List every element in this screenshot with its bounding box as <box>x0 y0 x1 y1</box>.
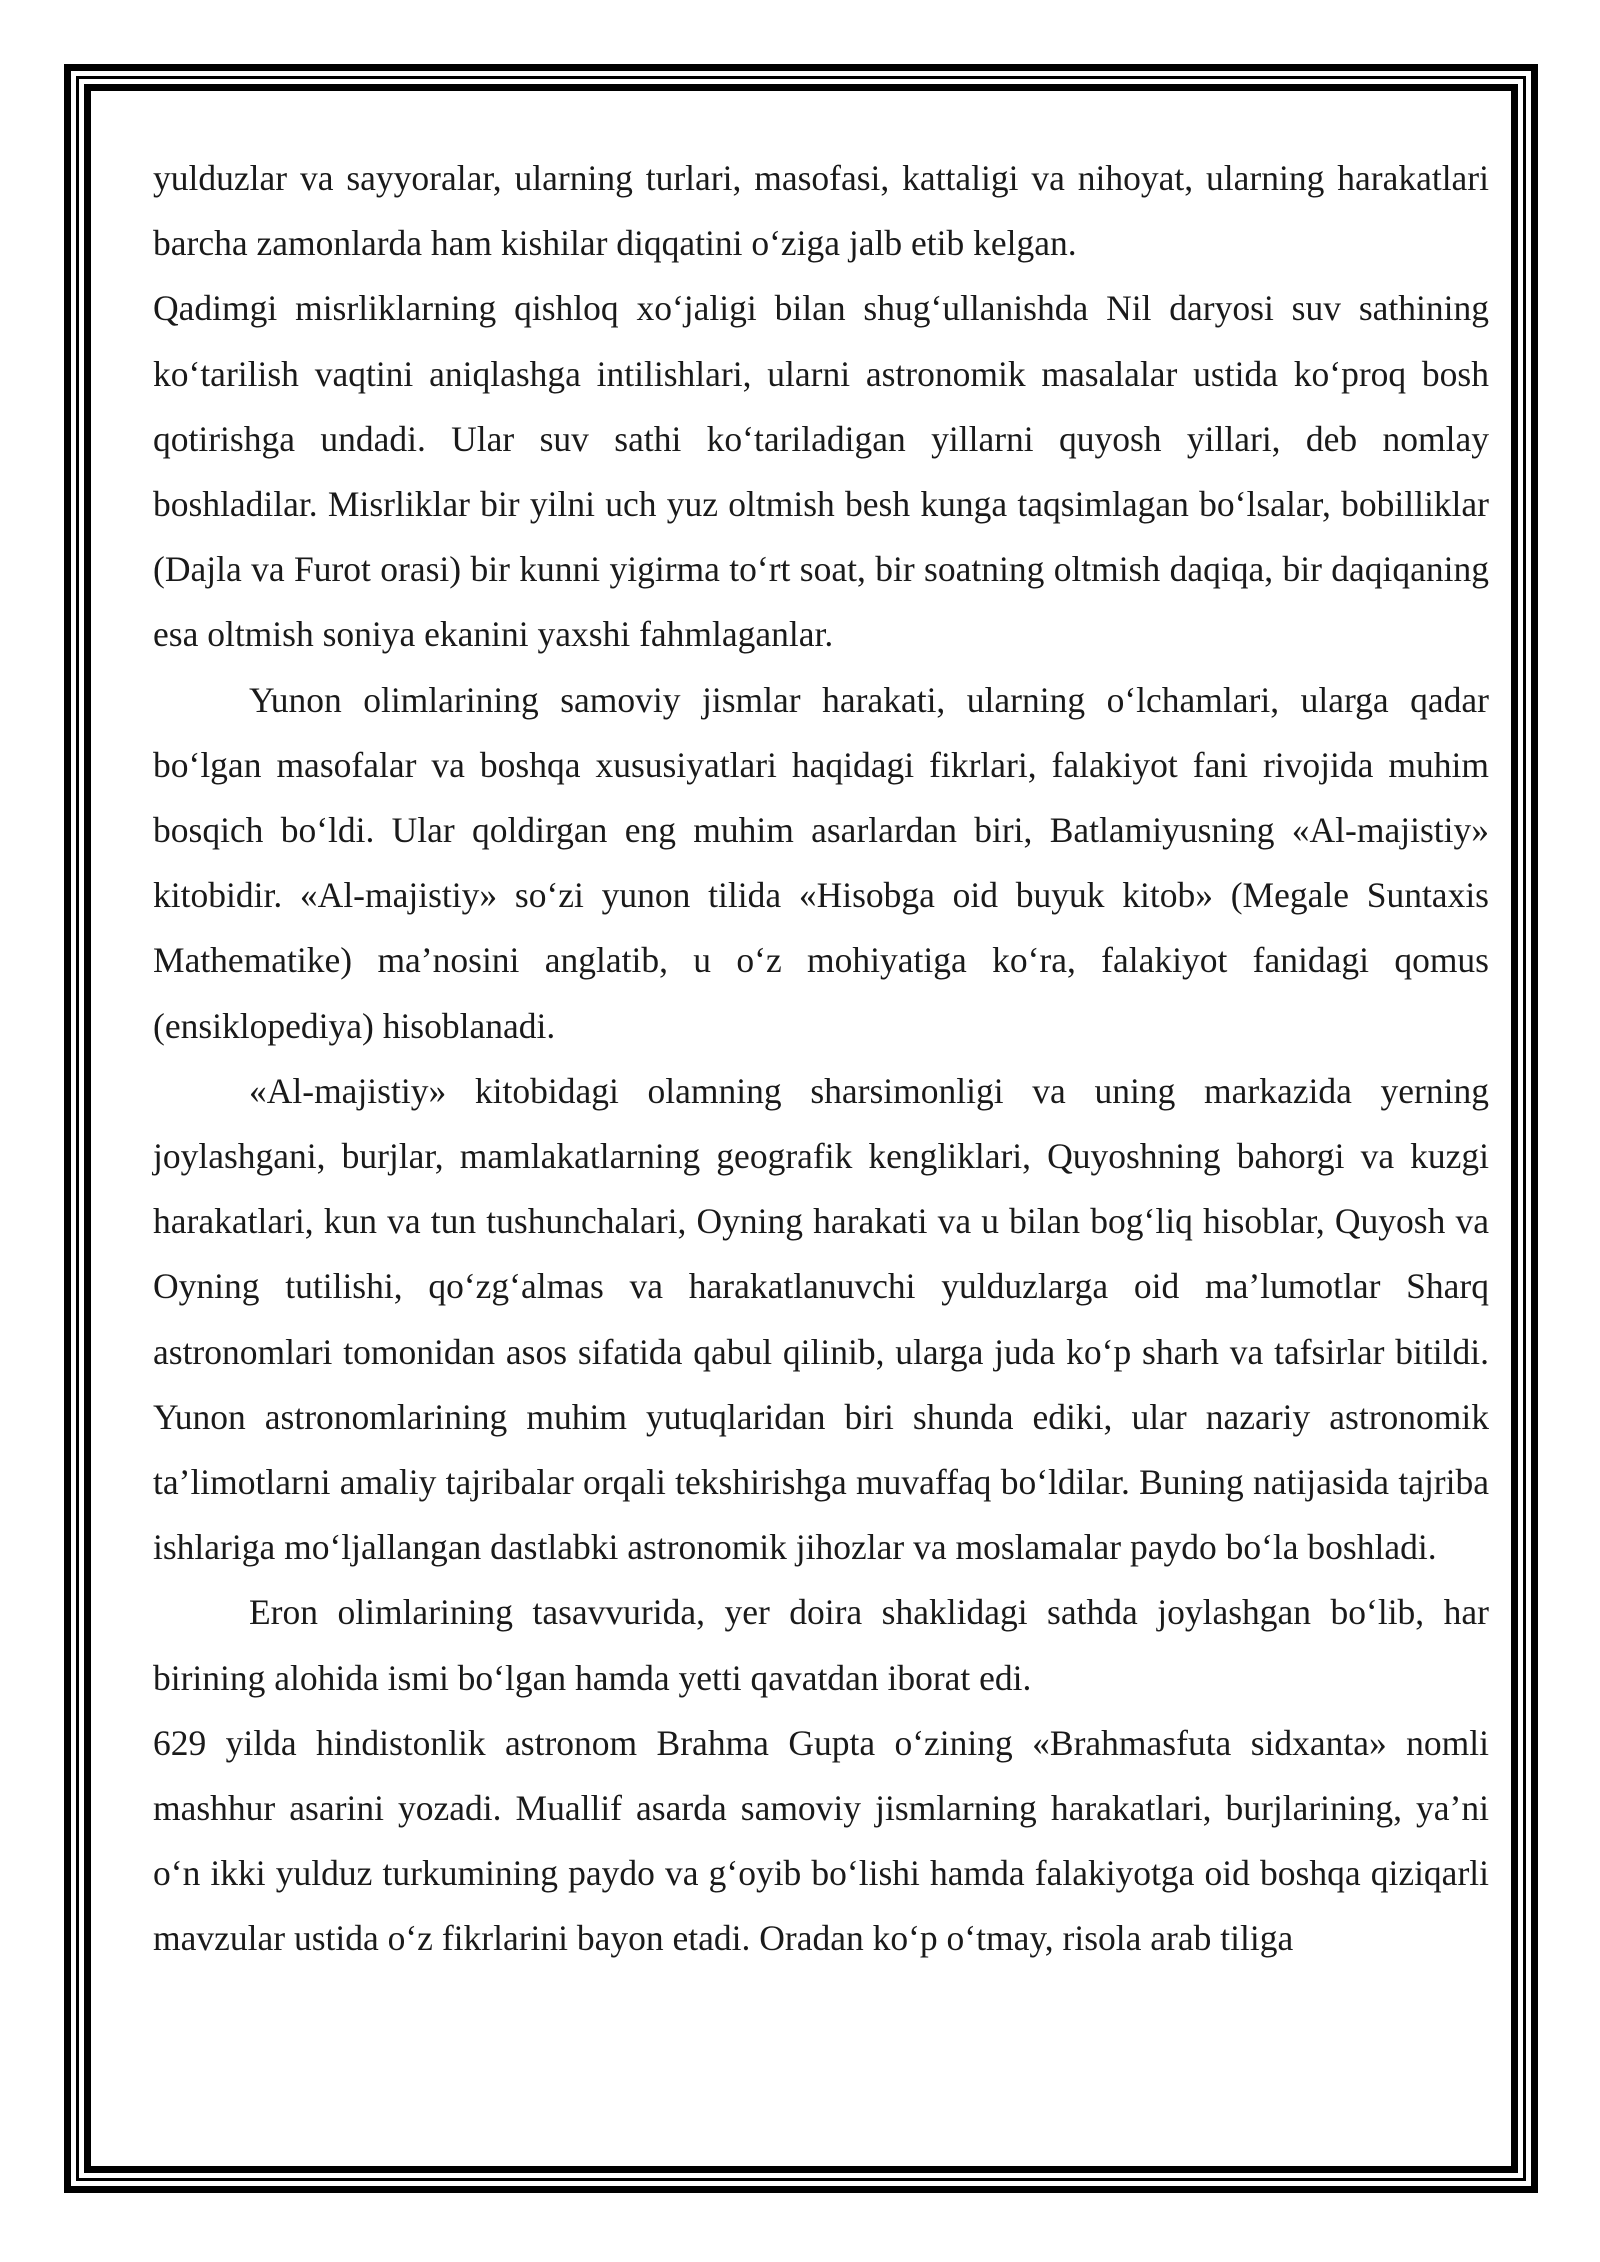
paragraph-2: Qadimgi misrliklarning qishloq xo‘jaligi bilan shug‘ullanishda Nil daryosi suv sathining ko‘tarilish vaqtini aniqlashga intilishlari, ularni astronomik masalalar ustida ko‘proq bosh qotirishga undadi. Ular suv sathi ko‘tariladigan yillarni quyosh yillari, deb nomlay boshladilar. Misrliklar bir yilni uch yuz oltmish besh kunga taqsimlagan bo‘lsalar, bobilliklar (Dajla va Furot orasi) bir kunni yigirma to‘rt soat, bir soatning oltmish daqiqa, bir daqiqaning esa oltmish soniya ekanini yaxshi fahmlaganlar. <box>153 288 1489 655</box>
paragraph-1: yulduzlar va sayyoralar, ularning turlari, masofasi, kattaligi va nihoyat, ularning harakatlari barcha zamonlarda ham kishilar diqqatini o‘ziga jalb etib kelgan. <box>153 158 1489 264</box>
paragraph-3: Yunon olimlarining samoviy jismlar harakati, ularning o‘lchamlari, ularga qadar bo‘lgan masofalar va boshqa xususiyatlari haqidagi fikrlari, falakiyot fani rivojida muhim bosqich bo‘ldi. Ular qoldirgan eng muhim asarlardan biri, Batlamiyusning «Al-majistiy» kitobidir. «Al-majistiy» so‘zi yunon tilida «Hisobga oid buyuk kitob» (Megale Suntaxis Mathematike) ma’nosini anglatib, u o‘z mohiyatiga ko‘ra, falakiyot fanidagi qomus (ensiklopediya) hisoblanadi. <box>153 679 1489 1046</box>
paragraph-5: Eron olimlarining tasavvurida, yer doira shaklidagi sathda joylashgan bo‘lib, har birining alohida ismi bo‘lgan hamda yetti qavatdan iborat edi. <box>153 1592 1489 1698</box>
paragraph-6: 629 yilda hindistonlik astronom Brahma Gupta o‘zining «Brahmasfuta sidxanta» nomli mashhur asarini yozadi. Muallif asarda samoviy jismlarning harakatlari, burjlarining, ya’ni o‘n ikki yulduz turkumining paydo va g‘oyib bo‘lishi hamda falakiyotga oid boshqa qiziqarli mavzular ustida o‘z fikrlarini bayon etadi. Oradan ko‘p o‘tmay, risola arab tiliga <box>153 1722 1489 1959</box>
document-body <box>153 146 1489 1972</box>
paragraph-4: «Al-majistiy» kitobidagi olamning sharsimonligi va uning markazida yerning joylashgani, burjlar, mamlakatlarning geografik kengliklari, Quyoshning bahorgi va kuzgi harakatlari, kun va tun tushunchalari, Oyning harakati va u bilan bog‘liq hisoblar, Quyosh va Oyning tutilishi, qo‘zg‘almas va harakatlanuvchi yulduzlarga oid ma’lumotlar Sharq astronomlari tomonidan asos sifatida qabul qilinib, ularga juda ko‘p sharh va tafsirlar bitildi. Yunon astronomlarining muhim yutuqlaridan biri shunda ediki, ular nazariy astronomik ta’limotlarni amaliy tajribalar orqali tekshirishga muvaffaq bo‘ldilar. Buning natijasida tajriba ishlariga mo‘ljallangan dastlabki astronomik jihozlar va moslamalar paydo bo‘la boshladi. <box>153 1070 1489 1568</box>
